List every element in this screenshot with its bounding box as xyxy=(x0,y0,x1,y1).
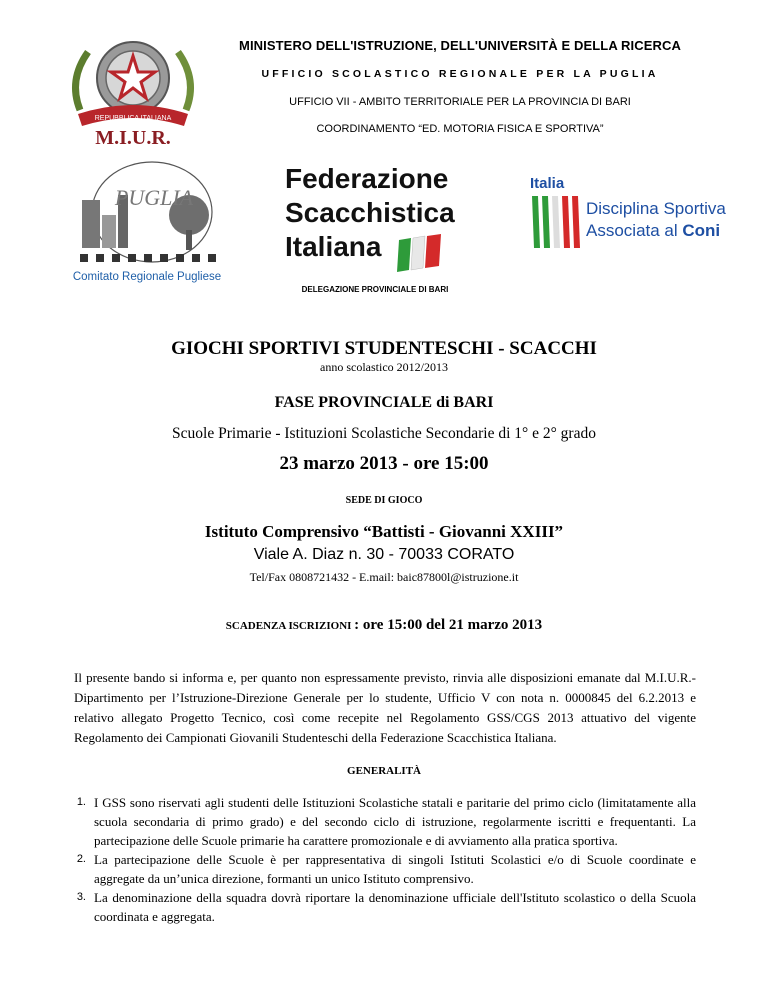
venue-contacts: Tel/Fax 0808721432 - E.mail: baic87800l@istruzione.it xyxy=(249,570,519,584)
svg-text:M.I.U.R.: M.I.U.R. xyxy=(95,127,171,149)
venue-name: Istituto Comprensivo “Battisti - Giovanni XXIII” xyxy=(204,522,564,541)
regional-office: UFFICIO SCOLASTICO REGIONALE PER LA PUGLIA xyxy=(261,68,659,80)
coni-logo xyxy=(526,172,726,252)
miur-emblem-logo xyxy=(58,30,208,148)
list-item-number: 2. xyxy=(76,853,86,865)
venue-address: Viale A. Diaz n. 30 - 70033 CORATO xyxy=(253,546,515,563)
list-item-number: 1. xyxy=(76,796,86,808)
list-item xyxy=(74,850,696,888)
deadline-value: : ore 15:00 del 21 marzo 2013 xyxy=(354,617,543,633)
svg-text:PUGLIA: PUGLIA xyxy=(114,185,194,210)
list-item-text: I GSS sono riservati agli studenti delle Istituzioni Scolastiche statali e paritarie del primo ciclo (limitatamente alla scuola secondaria di primo grado) e del secondo ciclo di istruzione, regolarmente iscritti e frequentanti. La partecipazione delle Scuole primarie ha carattere promozionale e di avviamento alla pratica sportiva. xyxy=(94,795,696,848)
registration-deadline xyxy=(0,617,768,634)
deadline-label: SCADENZA ISCRIZIONI xyxy=(225,620,352,632)
rules-list xyxy=(74,793,696,926)
list-item-text: La denominazione della squadra dovrà riportare la denominazione ufficiale dell'Istituto scolastico o della Scuola coordinata e aggregata. xyxy=(94,890,696,924)
schools-line: Scuole Primarie - Istituzioni Scolastiche Secondarie di 1° e 2° grado xyxy=(172,425,596,442)
ministry-name: MINISTERO DELL'ISTRUZIONE, DELL'UNIVERSITÀ E DELLA RICERCA xyxy=(239,38,681,53)
phase-title: FASE PROVINCIALE di BARI xyxy=(274,394,494,411)
svg-text:REPUBBLICA ITALIANA: REPUBBLICA ITALIANA xyxy=(94,115,172,122)
svg-text:Italia: Italia xyxy=(530,175,565,192)
delegation-label: DELEGAZIONE PROVINCIALE DI BARI xyxy=(301,285,449,294)
svg-text:Disciplina Sportiva: Disciplina Sportiva xyxy=(586,199,726,218)
svg-text:Italiana: Italiana xyxy=(285,231,382,262)
fsi-logo xyxy=(283,158,458,278)
list-item xyxy=(74,888,696,926)
comitato-regionale-logo xyxy=(74,160,224,288)
svg-text:Comitato Regionale Pugliese: Comitato Regionale Pugliese xyxy=(72,271,222,283)
list-item-number: 3. xyxy=(76,891,86,903)
event-date: 23 marzo 2013 - ore 15:00 xyxy=(279,453,489,474)
coordination-office: COORDINAMENTO “ED. MOTORIA FISICA E SPORTIVA” xyxy=(316,123,604,135)
svg-text:Federazione: Federazione xyxy=(285,163,449,194)
event-title: GIOCHI SPORTIVI STUDENTESCHI - SCACCHI xyxy=(171,338,597,359)
school-year: anno scolastico 2012/2013 xyxy=(320,360,448,374)
list-item-text: La partecipazione delle Scuole è per rappresentativa di singoli Istituti Scolastici e/o di Scuole coordinate e aggregate da un’unica direzione, formanti un unico Istituto comprensivo. xyxy=(94,852,696,886)
provincial-office: UFFICIO VII - AMBITO TERRITORIALE PER LA PROVINCIA DI BARI xyxy=(289,96,631,108)
intro-paragraph: Il presente bando si informa e, per quanto non espressamente previsto, rinvia alle disposizioni emanate dal M.I.U.R.-Dipartimento per l’Istruzione-Direzione Generale per lo studente, Ufficio V con nota n. 0000845 del 6.2.2013 e relativo allegato Progetto Tecnico, così come recepite nel Regolamento GSS/CGS 2013 attuativo del vigente Regolamento dei Campionati Giovanili Studenteschi della Federazione Scacchistica Italiana. xyxy=(74,670,696,745)
svg-text:Associata al Coni: Associata al Coni xyxy=(586,221,721,240)
venue-label: SEDE DI GIOCO xyxy=(345,495,423,506)
list-item xyxy=(74,793,696,850)
svg-text:Scacchistica: Scacchistica xyxy=(285,197,455,228)
section-title: GENERALITÀ xyxy=(347,765,421,777)
